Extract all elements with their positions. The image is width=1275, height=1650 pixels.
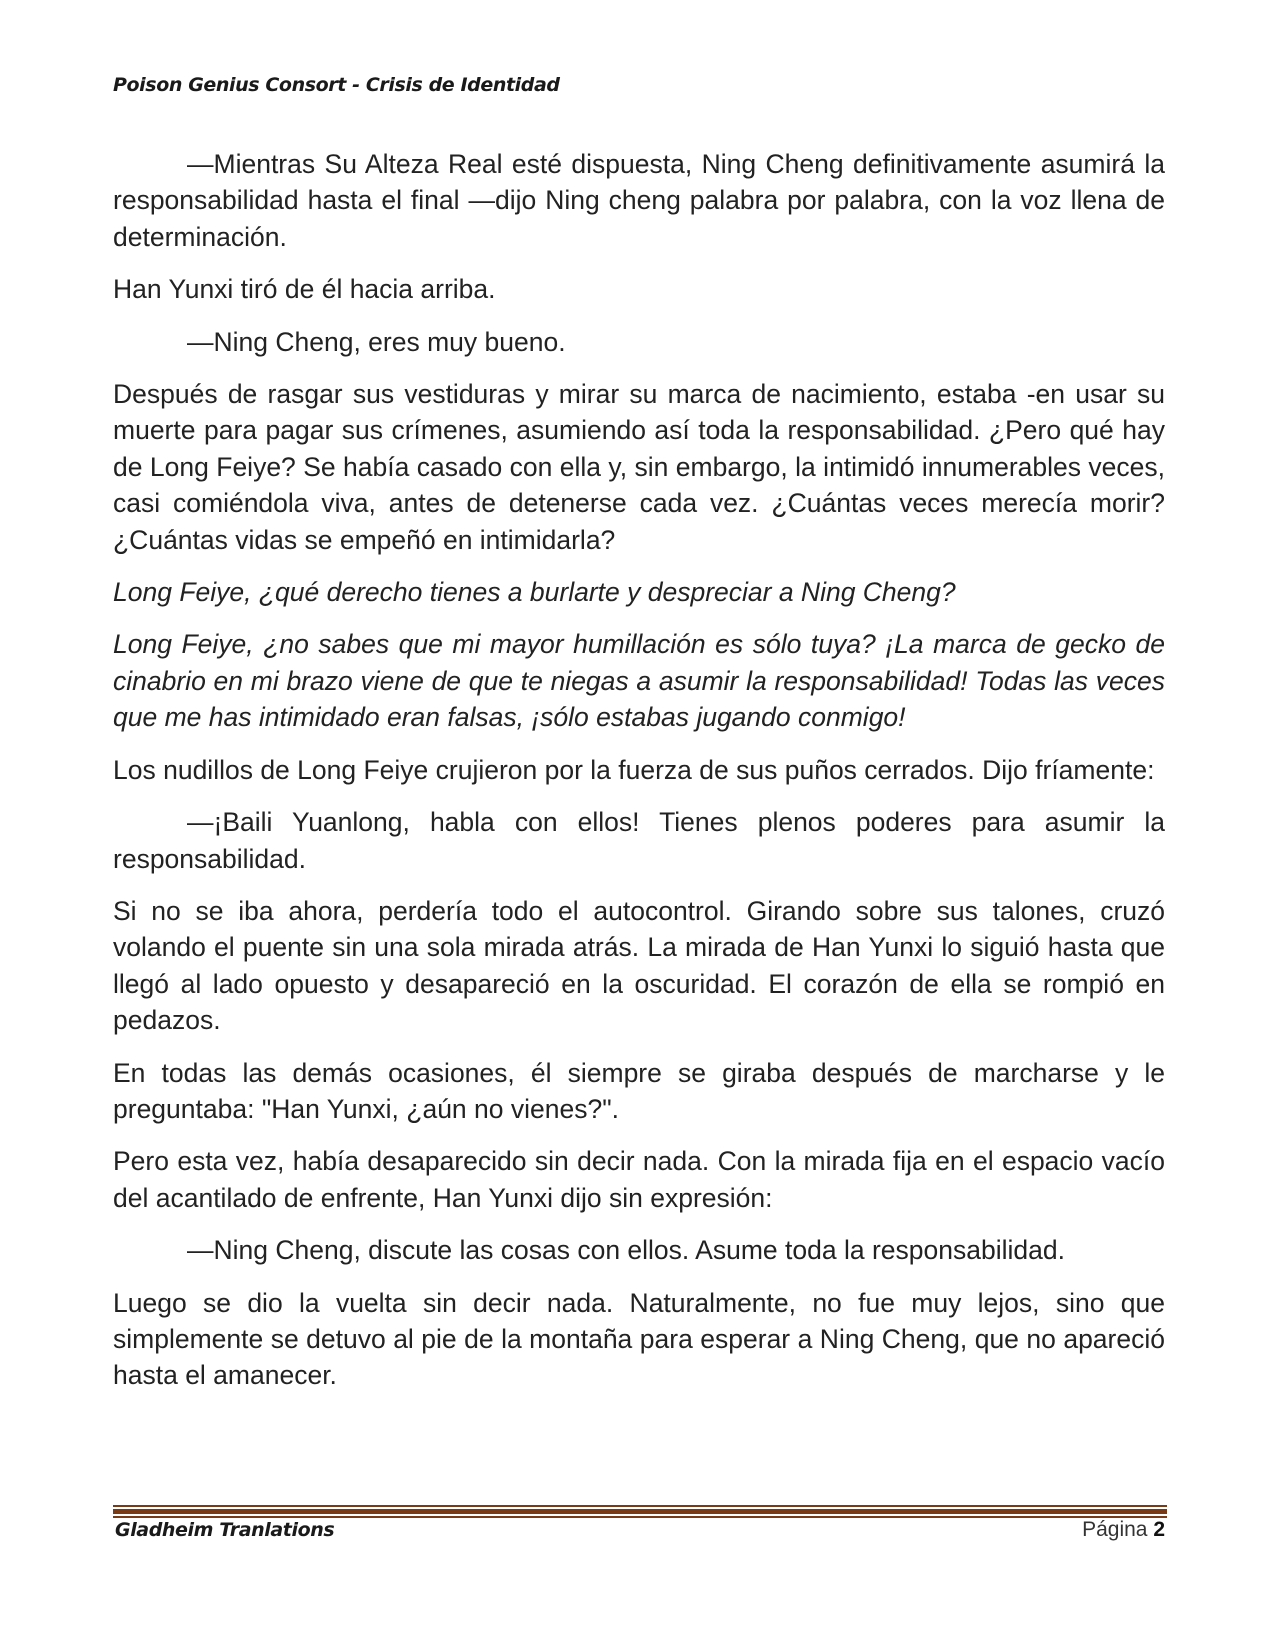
paragraph-3: —Ning Cheng, eres muy bueno.	[187, 326, 566, 357]
page-label: Página	[1082, 1518, 1148, 1541]
running-header: Poison Genius Consort - Crisis de Identidad	[113, 74, 560, 96]
paragraph-2: Han Yunxi tiró de él hacia arriba.	[113, 274, 496, 305]
paragraph-4: Después de rasgar sus vestiduras y mirar su marca de nacimiento, estaba -en usar su muerte para pagar sus crímenes, asumiendo así toda la responsabilidad. ¿Pero qué hay de Long Feiye? Se había casado con ella y, sin embargo, la intimidó innumerables veces, casi comiéndola viva, antes de detenerse cada vez. ¿Cuántas veces merecía morir? ¿Cuántas vidas se empeñó en intimidarla?	[113, 379, 1165, 555]
paragraph-5: Long Feiye, ¿qué derecho tienes a burlarte y despreciar a Ning Cheng?	[113, 577, 956, 608]
footer-divider	[113, 1505, 1167, 1518]
paragraph-1: —Mientras Su Alteza Real esté dispuesta, Ning Cheng definitivamente asumirá la responsabilidad hasta el final —dijo Ning cheng palabra por palabra, con la voz llena de determinación.	[113, 149, 1165, 252]
paragraph-11: Pero esta vez, había desaparecido sin decir nada. Con la mirada fija en el espacio vacío del acantilado de enfrente, Han Yunxi dijo sin expresión:	[113, 1146, 1165, 1213]
paragraph-9: Si no se iba ahora, perdería todo el autocontrol. Girando sobre sus talones, cruzó volando el puente sin una sola mirada atrás. La mirada de Han Yunxi lo siguió hasta que llegó al lado opuesto y desapareció en la oscuridad. El corazón de ella se rompió en pedazos.	[113, 895, 1165, 1036]
page-number-label	[1082, 1518, 1165, 1542]
paragraph-13: Luego se dio la vuelta sin decir nada. Naturalmente, no fue muy lejos, sino que simplemente se detuvo al pie de la montaña para esperar a Ning Cheng, que no apareció hasta el amanecer.	[113, 1287, 1165, 1391]
page-number: 2	[1153, 1518, 1165, 1541]
paragraph-10: En todas las demás ocasiones, él siempre se giraba después de marcharse y le preguntaba: "Han Yunxi, ¿aún no vienes?".	[113, 1057, 1165, 1124]
paragraph-6: Long Feiye, ¿no sabes que mi mayor humillación es sólo tuya? ¡La marca de gecko de cinabrio en mi brazo viene de que te niegas a asumir la responsabilidad! Todas las veces que me has intimidado eran falsas, ¡sólo estabas jugando conmigo!	[113, 629, 1165, 733]
paragraph-7: Los nudillos de Long Feiye crujieron por la fuerza de sus puños cerrados. Dijo fríamente:	[113, 754, 1155, 785]
footer-publisher: Gladheim Tranlations	[115, 1519, 335, 1541]
body-text	[113, 146, 1165, 1410]
paragraph-12: —Ning Cheng, discute las cosas con ellos. Asume toda la responsabilidad.	[187, 1235, 1065, 1266]
paragraph-8: —¡Baili Yuanlong, habla con ellos! Tienes plenos poderes para asumir la responsabilidad.	[113, 807, 1165, 874]
